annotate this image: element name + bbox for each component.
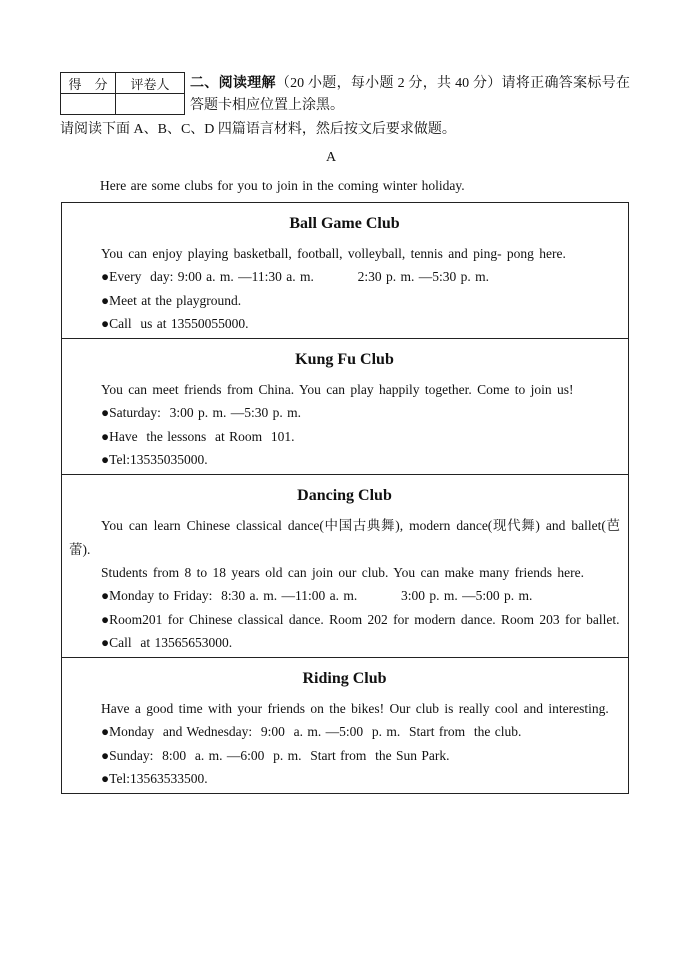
club-kung-fu (62, 338, 628, 474)
club-info-line: ●Monday and Wednesday: 9:00 a. m. —5:00 p. m. Start from the club. (101, 724, 522, 740)
score-cell (61, 94, 116, 115)
clubs-table (61, 202, 629, 794)
club-title: Riding Club (302, 670, 387, 688)
club-info-line: ●Tel:13563533500. (101, 771, 208, 787)
reading-instruction: 请阅读下面 A、B、C、D 四篇语言材料，然后按文后要求做题。 (60, 122, 456, 137)
club-info-line: ●Room201 for Chinese classical dance. Room 202 for modern dance. Room 203 for ballet. (101, 611, 620, 627)
club-title: Ball Game Club (289, 215, 400, 232)
section-rules: （20 小题，每小题 2 分，共 40 分）请将正确答案标号在答题卡相应位置上涂黑。 (190, 76, 631, 113)
club-description: You can meet friends from China. You can play happily together. Come to join us! (101, 382, 574, 398)
section-heading (190, 73, 630, 117)
club-info-line: ●Call us at 13550055000. (101, 315, 249, 331)
club-title: Dancing Club (297, 487, 392, 505)
club-description: You can learn Chinese classical dance(中国古典舞), modern dance(现代舞) and ballet(芭蕾). (69, 518, 620, 557)
club-description: Have a good time with your friends on the bikes! Our club is really cool and interesting. (101, 701, 609, 717)
club-description: Students from 8 to 18 years old can join our club. You can make many friends here. (101, 564, 585, 580)
club-info-line: ●Every day: 9:00 a. m. —11:30 a. m. 2:30 p. m. —5:30 p. m. (101, 269, 489, 285)
score-header: 得 分 (61, 73, 116, 94)
club-info-line: ●Tel:13535035000. (101, 452, 208, 468)
score-box (60, 72, 185, 115)
passage-letter: A (325, 150, 337, 165)
club-info-line: ●Monday to Friday: 8:30 a. m. —11:00 a. m. 3:00 p. m. —5:00 p. m. (101, 588, 533, 604)
passage-intro: Here are some clubs for you to join in the coming winter holiday. (100, 178, 465, 193)
grader-cell (116, 94, 185, 115)
club-info-line: ●Sunday: 8:00 a. m. —6:00 p. m. Start from the Sun Park. (101, 747, 450, 763)
club-riding (62, 657, 628, 793)
club-info-line: ●Call at 13565653000. (101, 634, 233, 650)
club-info-line: ●Have the lessons at Room 101. (101, 428, 295, 444)
club-info-line: ●Saturday: 3:00 p. m. —5:30 p. m. (101, 405, 302, 421)
section-title: 二、阅读理解 (190, 76, 276, 91)
club-description: You can enjoy playing basketball, football, volleyball, tennis and ping- pong here. (101, 246, 566, 261)
club-title: Kung Fu Club (295, 351, 394, 369)
grader-header: 评卷人 (116, 73, 185, 94)
club-dancing (62, 474, 628, 657)
club-ball-game (62, 203, 628, 338)
club-info-line: ●Meet at the playground. (101, 292, 242, 308)
